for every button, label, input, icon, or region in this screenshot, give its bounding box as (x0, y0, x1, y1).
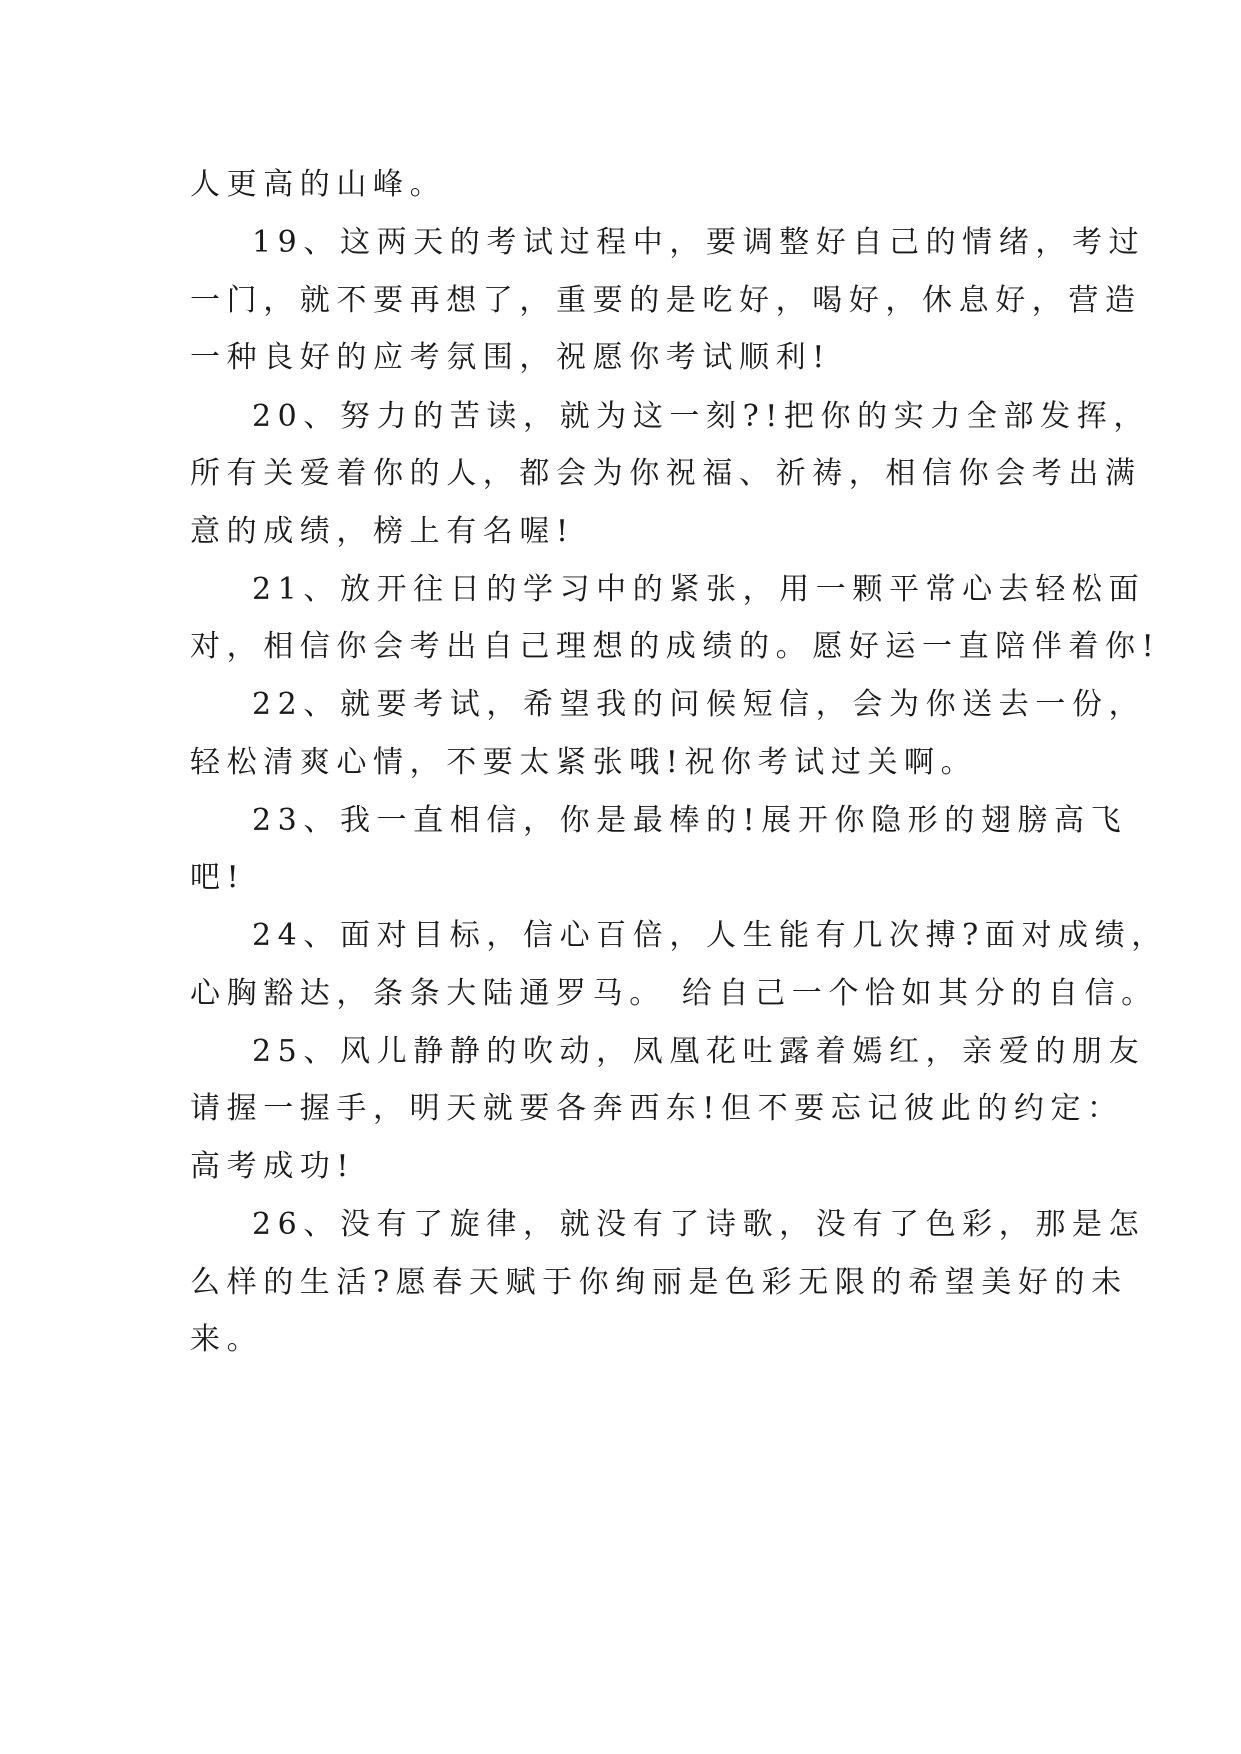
text-line: 25、风儿静静的吹动，凤凰花吐露着嫣红，亲爱的朋友 (252, 1034, 1146, 1069)
text-line: 意的成绩，榜上有名喔! (190, 514, 575, 549)
text-line: 人更高的山峰。 (190, 167, 447, 202)
text-line: 吧! (190, 860, 246, 895)
text-line: 所有关爱着你的人，都会为你祝福、祈祷，相信你会考出满 (190, 456, 1142, 491)
text-line: 么样的生活?愿春天赋于你绚丽是色彩无限的希望美好的未 (190, 1265, 1128, 1300)
text-line: 26、没有了旋律，就没有了诗歌，没有了色彩，那是怎 (252, 1207, 1146, 1242)
text-line: 来。 (190, 1322, 264, 1357)
text-line: 19、这两天的考试过程中，要调整好自己的情绪，考过 (252, 225, 1146, 260)
text-line: 20、努力的苦读，就为这一刻?!把你的实力全部发挥， (252, 399, 1150, 434)
text-line: 对，相信你会考出自己理想的成绩的。愿好运一直陪伴着你! (190, 629, 1161, 664)
text-line: 22、就要考试，希望我的问候短信，会为你送去一份， (252, 687, 1146, 722)
text-line: 轻松清爽心情，不要太紧张哦!祝你考试过关啊。 (190, 745, 978, 780)
text-line: 请握一握手，明天就要各奔西东!但不要忘记彼此的约定： (190, 1091, 1124, 1126)
text-line: 一门，就不要再想了，重要的是吃好，喝好，休息好，营造 (190, 283, 1142, 318)
text-line: 23、我一直相信，你是最棒的!展开你隐形的翅膀高飞 (252, 803, 1128, 838)
text-line: 21、放开往日的学习中的紧张，用一颗平常心去轻松面 (252, 572, 1146, 607)
text-line: 心胸豁达，条条大陆通罗马。 给自己一个恰如其分的自信。 (190, 976, 1158, 1011)
text-line: 一种良好的应考氛围，祝愿你考试顺利! (190, 340, 831, 375)
text-line: 24、面对目标，信心百倍，人生能有几次搏?面对成绩， (252, 918, 1168, 953)
text-line: 高考成功! (190, 1149, 356, 1184)
